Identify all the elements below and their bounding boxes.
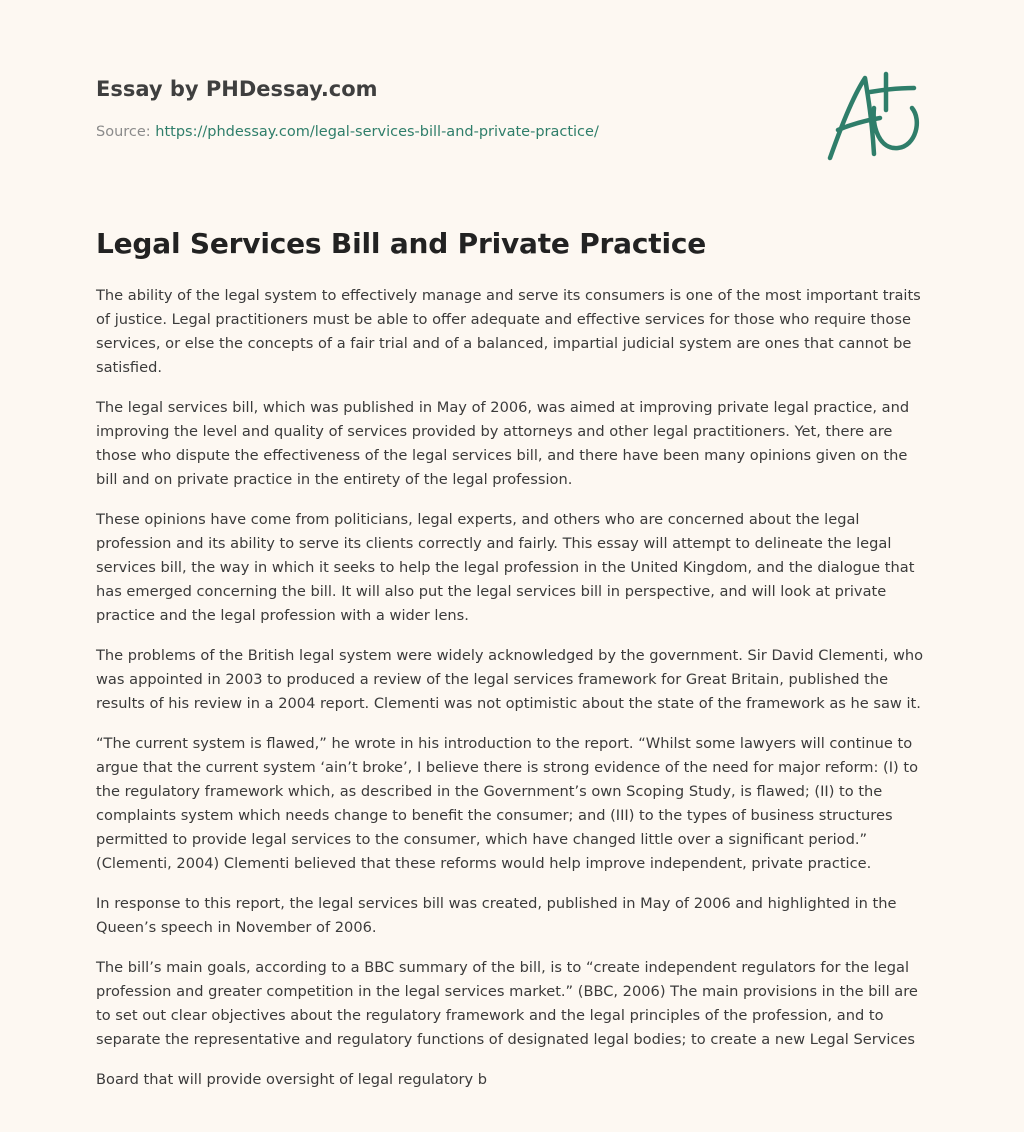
essay-paragraph-truncated: Board that will provide oversight of legal regulatory b <box>96 1071 488 1088</box>
a-plus-grade-icon <box>822 68 928 164</box>
source-line <box>96 124 599 140</box>
essay-body <box>96 284 930 1108</box>
essay-paragraph: These opinions have come from politicians, legal experts, and others who are concerned about the legal profession and its ability to serve its clients correctly and fairly. This essay will attempt to delineate the legal services bill, the way in which it seeks to help the legal profession in the United Kingdom, and the dialogue that has emerged concerning the bill. It will also put the legal services bill in perspective, and will look at private practice and the legal profession with a wider lens. <box>96 511 915 624</box>
essay-paragraph: The legal services bill, which was published in May of 2006, was aimed at improving private legal practice, and improving the level and quality of services provided by attorneys and other legal practitioners. Yet, there are those who dispute the effectiveness of the legal services bill, and there have been many opinions given on the bill and on private practice in the entirety of the legal profession. <box>96 399 910 488</box>
essay-paragraph: The problems of the British legal system were widely acknowledged by the government. Sir David Clementi, who was appointed in 2003 to produced a review of the legal services framework for Great Britain, published the results of his review in a 2004 report. Clementi was not optimistic about the state of the framework as he saw it. <box>96 647 924 712</box>
essay-paragraph: The ability of the legal system to effectively manage and serve its consumers is one of the most important traits of justice. Legal practitioners must be able to offer adequate and effective services for those who require those services, or else the concepts of a fair trial and of a balanced, impartial judicial system are ones that cannot be satisfied. <box>96 287 921 376</box>
essay-paragraph: The bill’s main goals, according to a BBC summary of the bill, is to “create independent regulators for the legal profession and greater competition in the legal services market.” (BBC, 2006) The main provisions in the bill are to set out clear objectives about the regulatory framework and the legal principles of the profession, and to separate the representative and regulatory functions of designated legal bodies; to create a new Legal Services <box>96 959 918 1048</box>
source-link[interactable]: https://phdessay.com/legal-services-bill-and-private-practice/ <box>155 124 599 140</box>
essay-title: Legal Services Bill and Private Practice <box>96 227 707 260</box>
site-brand: Essay by PHDessay.com <box>96 77 378 101</box>
essay-paragraph: In response to this report, the legal services bill was created, published in May of 2006 and highlighted in the Queen’s speech in November of 2006. <box>96 895 897 936</box>
essay-paragraph: “The current system is flawed,” he wrote in his introduction to the report. “Whilst some lawyers will continue to argue that the current system ‘ain’t broke’, I believe there is strong evidence of the need for major reform: (I) to the regulatory framework which, as described in the Government’s own Scoping Study, is flawed; (II) to the complaints system which needs change to benefit the consumer; and (III) to the types of business structures permitted to provide legal services to the consumer, which have changed little over a significant period.” (Clementi, 2004) Clementi believed that these reforms would help improve independent, private practice. <box>96 735 919 872</box>
source-label: Source: <box>96 124 151 140</box>
